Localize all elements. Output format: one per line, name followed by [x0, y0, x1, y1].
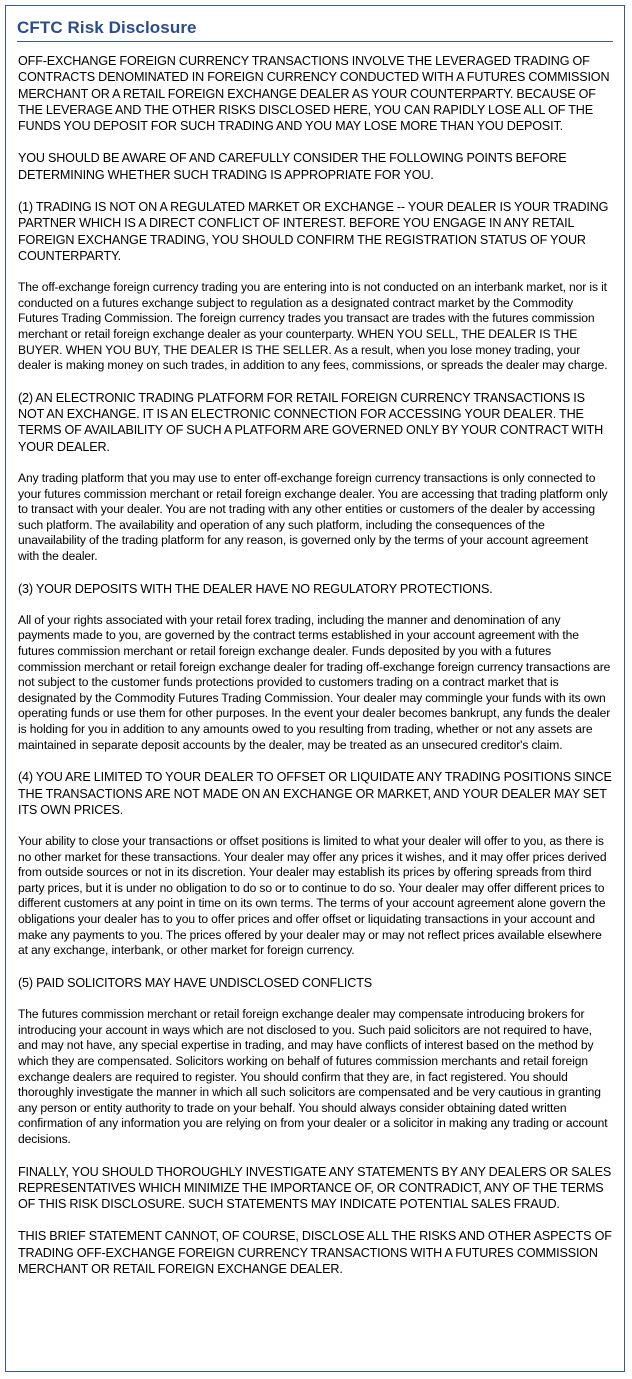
paragraph-point-4-heading: (4) YOU ARE LIMITED TO YOUR DEALER TO OFFSET OR LIQUIDATE ANY TRADING POSITIONS SINCE THE TRANSACTIONS ARE NOT MADE ON AN EXCHANGE OR MARKET, AND YOUR DEALER MAY SET ITS OWN PRICES.	[18, 770, 612, 817]
paragraph-consider-points: YOU SHOULD BE AWARE OF AND CAREFULLY CONSIDER THE FOLLOWING POINTS BEFORE DETERMINING WHETHER SUCH TRADING IS APPROPRIATE FOR YOU.	[18, 151, 567, 182]
title-divider	[17, 41, 613, 42]
paragraph-point-1-heading: (1) TRADING IS NOT ON A REGULATED MARKET OR EXCHANGE -- YOUR DEALER IS YOUR TRADING PARTNER WHICH IS A DIRECT CONFLICT OF INTEREST. BEFORE YOU ENGAGE IN ANY RETAIL FOREIGN EXCHANGE TRADING, YOU SHOULD CONFIRM THE REGISTRATION STATUS OF YOUR COUNTERPARTY.	[18, 200, 609, 263]
paragraph-point-5-heading: (5) PAID SOLICITORS MAY HAVE UNDISCLOSED CONFLICTS	[18, 975, 373, 990]
paragraph-intro-leverage-warning: OFF-EXCHANGE FOREIGN CURRENCY TRANSACTIONS INVOLVE THE LEVERAGED TRADING OF CONTRACTS DENOMINATED IN FOREIGN CURRENCY CONDUCTED WITH A FUTURES COMMISSION MERCHANT OR A RETAIL FOREIGN EXCHANGE DEALER AS YOUR COUNTERPARTY. BECAUSE OF THE LEVERAGE AND THE OTHER RISKS DISCLOSED HERE, YOU CAN RAPIDLY LOSE ALL OF THE FUNDS YOU DEPOSIT FOR SUCH TRADING AND YOU MAY LOSE MORE THAN YOU DEPOSIT.	[18, 54, 610, 134]
page-title: CFTC Risk Disclosure	[17, 18, 197, 37]
card-content	[6, 6, 624, 1287]
paragraph-brief-statement-closing: THIS BRIEF STATEMENT CANNOT, OF COURSE, DISCLOSE ALL THE RISKS AND OTHER ASPECTS OF TRADING OFF-EXCHANGE FOREIGN CURRENCY TRANSACTIONS WITH A FUTURES COMMISSION MERCHANT OR RETAIL FOREIGN EXCHANGE DEALER.	[18, 1229, 612, 1276]
paragraph-point-2-body: Any trading platform that you may use to enter off-exchange foreign currency transactions is only connected to your futures commission merchant or retail foreign exchange dealer. You are accessing that trading platform only to transact with your dealer. You are not trading with any other entities or customers of the dealer by accessing such platform. The availability and operation of any such platform, including the consequences of the unavailability of the trading platform for any reason, is governed only by the terms of your account agreement with the dealer.	[18, 471, 608, 563]
paragraph-point-4-body: Your ability to close your transactions or offset positions is limited to what your dealer will offer to you, as there is no other market for these transactions. Your dealer may offer any prices it wishes, and it may offer prices derived from outside sources or not in its discretion. Your dealer may establish its prices by offering spreads from third party prices, but it is under no obligation to do so or to continue to do so. Your dealer may offer different prices to different customers at any point in time on its own terms. The terms of your account agreement alone govern the obligations your dealer has to you to offer prices and offer offset or liquidating transactions in your account and make any payments to you. The prices offered by your dealer may or may not reflect prices available elsewhere at any exchange, interbank, or other market for foreign currency.	[18, 834, 607, 958]
paragraph-point-3-body: All of your rights associated with your retail forex trading, including the manner and denomination of any payments made to you, are governed by the contract terms established in your account agreement with the futures commission merchant or retail foreign exchange dealer. Funds deposited by you with a futures commission merchant or retail foreign exchange dealer for trading off-exchange foreign currency transactions are not subject to the customer funds protections provided to customers trading on a contract market that is designated by the Commodity Futures Trading Commission. Your dealer may commingle your funds with its own operating funds or use them for other purposes. In the event your dealer becomes bankrupt, any funds the dealer is holding for you in addition to any amounts owed to you resulting from trading, whether or not any assets are maintained in separate deposit accounts by the dealer, may be treated as an unsecured creditor's claim.	[18, 612, 611, 752]
risk-disclosure-card	[5, 5, 625, 1372]
disclosure-body	[15, 53, 614, 1277]
paragraph-finally-investigate: FINALLY, YOU SHOULD THOROUGHLY INVESTIGATE ANY STATEMENTS BY ANY DEALERS OR SALES REPRESENTATIVES WHICH MINIMIZE THE IMPORTANCE OF, OR CONTRADICT, ANY OF THE TERMS OF THIS RISK DISCLOSURE. SUCH STATEMENTS MAY INDICATE POTENTIAL SALES FRAUD.	[18, 1164, 612, 1212]
paragraph-point-2-heading: (2) AN ELECTRONIC TRADING PLATFORM FOR RETAIL FOREIGN CURRENCY TRANSACTIONS IS NOT AN EXCHANGE. IT IS AN ELECTRONIC CONNECTION FOR ACCESSING YOUR DEALER. THE TERMS OF AVAILABILITY OF SUCH A PLATFORM ARE GOVERNED ONLY BY YOUR CONTRACT WITH YOUR DEALER.	[18, 390, 604, 454]
paragraph-point-5-body: The futures commission merchant or retail foreign exchange dealer may compensate introducing brokers for introducing your account in ways which are not disclosed to you. Such paid solicitors are not required to have, and may not have, any special expertise in trading, and may have conflicts of interest based on the method by which they are compensated. Solicitors working on behalf of futures commission merchants and retail foreign exchange dealers are required to register. You should confirm that they are, in fact registered. You should thoroughly investigate the manner in which all such solicitors are compensated and be very cautious in granting any person or entity authority to trade on your behalf. You should always consider obtaining dated written confirmation of any information you are relying on from your dealer or a solicitor in making any trading or account decisions.	[18, 1007, 608, 1146]
paragraph-point-1-body: The off-exchange foreign currency trading you are entering into is not conducted on an interbank market, nor is it conducted on a futures exchange subject to regulation as a designated contract market by the Commodity Futures Trading Commission. The foreign currency trades you transact are trades with the futures commission merchant or retail foreign exchange dealer as your counterparty. WHEN YOU SELL, THE DEALER IS THE BUYER. WHEN YOU BUY, THE DEALER IS THE SELLER. As a result, when you lose money trading, your dealer is making money on such trades, in addition to any fees, commissions, or spreads the dealer may charge.	[18, 280, 608, 373]
paragraph-point-3-heading: (3) YOUR DEPOSITS WITH THE DEALER HAVE NO REGULATORY PROTECTIONS.	[18, 581, 493, 596]
